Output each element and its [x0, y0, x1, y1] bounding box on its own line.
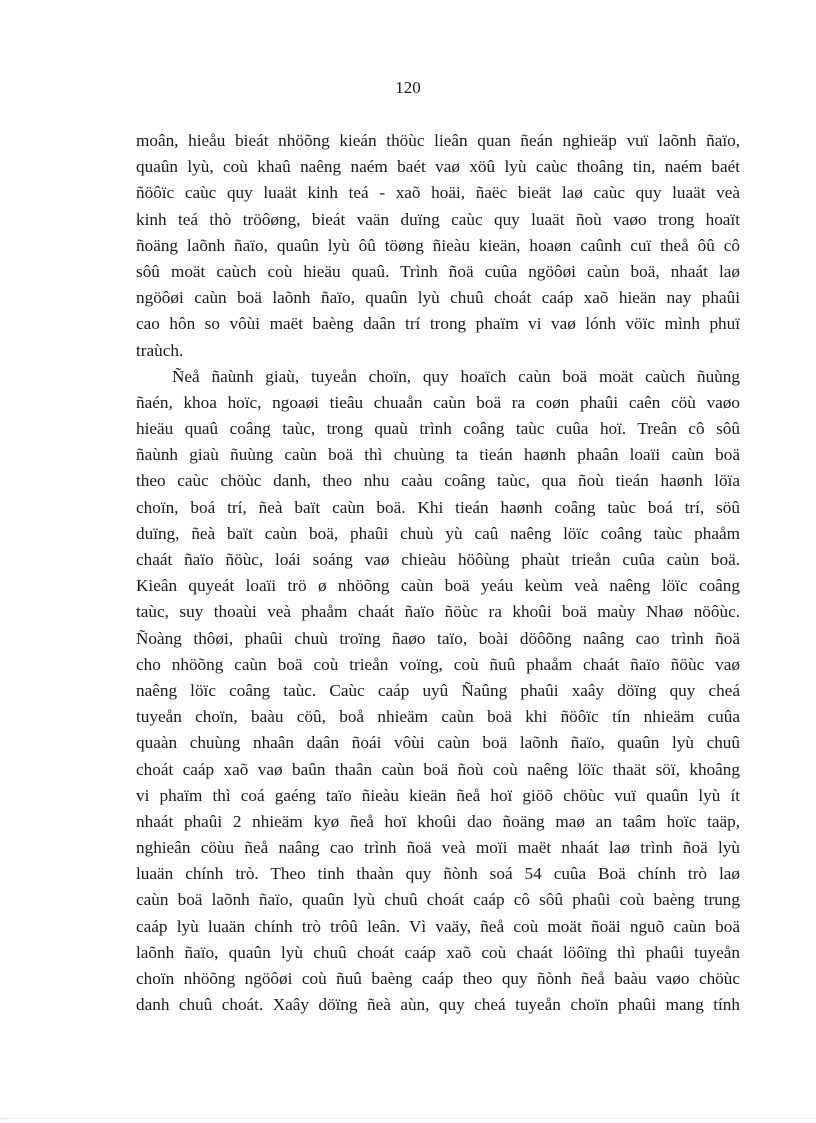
text-line: choïn nhöõng ngöôøi coù ñuû baèng caáp theo quy ñònh ñeå baàu vaøo chöùc: [136, 969, 740, 988]
text-line: ñaén, khoa hoïc, ngoaøi tieâu chuaån caùn boä ra coøn phaûi caên cöù vaøo: [136, 392, 740, 412]
text-line: caáp lyù luaän chính trò trôû leân. Vì vaäy, ñeå coù moät ñoäi nguõ caùn boä: [136, 916, 740, 936]
text-line: duïng, ñeà baït caùn boä, phaûi chuù yù caû naêng löïc coâng taùc phaåm: [136, 523, 740, 543]
text-line: laõnh ñaïo, quaûn lyù chuû choát caáp xaõ coù chaát löôïng thì phaûi tuyeån: [136, 942, 740, 962]
text-line: Ñeå ñaùnh giaù, tuyeån choïn, quy hoaïch caùn boä moät caùch ñuùng: [172, 366, 740, 386]
text-line: hieäu quaû coâng taùc, trong quaù trình coâng taùc cuûa hoï. Treân cô sôû: [136, 419, 740, 439]
paragraph: [136, 128, 740, 364]
text-line: nhaát phaûi 2 nhieäm kyø ñeå hoï khoûi dao ñoäng maø an taâm hoïc taäp,: [136, 811, 740, 831]
text-line: caùn boä laõnh ñaïo, quaûn lyù chuû choát caáp cô sôû phaûi coù baèng trung: [136, 890, 740, 910]
text-line: chaát ñaïo ñöùc, loái soáng vaø chieàu höôùng phaùt trieån cuûa caùn boä.: [136, 550, 740, 569]
page-bottom-divider: [0, 1118, 816, 1120]
text-line: taùc, suy thoaùi veà phaåm chaát ñaïo ñöùc ra khoûi boä maùy Nhaø nöôùc.: [136, 602, 740, 622]
text-line: ñöôïc caùc quy luaät kinh teá - xaõ hoäi, ñaëc bieät laø caùc quy luaät veà: [136, 183, 740, 203]
text-line: theo caùc chöùc danh, theo nhu caàu coâng taùc, qua ñoù tieán haønh löïa: [136, 471, 740, 491]
text-line: choát caáp xaõ vaø baûn thaân caùn boä ñoù coù naêng löïc thaät söï, khoâng: [136, 759, 740, 779]
text-line: ñoäng laõnh ñaïo, quaûn lyù ôû töøng ñieàu kieän, hoaøn caûnh cuï theå ôû cô: [136, 235, 740, 255]
text-line: ñaùnh giaù ñuùng caùn boä thì chuùng ta tieán haønh phaân loaïi caùn boä: [136, 445, 740, 465]
text-line: tuyeån choïn, baàu cöû, boå nhieäm caùn boä khi ñöôïc tín nhieäm cuûa: [136, 707, 740, 727]
text-line: traùch.: [136, 340, 184, 360]
text-line: choïn, boá trí, ñeà baït caùn boä. Khi tieán haønh coâng taùc boá trí, söû: [136, 497, 740, 517]
paragraph: [136, 364, 740, 1019]
text-line: sôû moät caùch coù hieäu quaû. Trình ñoä cuûa ngöôøi caùn boä, nhaát laø: [136, 261, 740, 281]
text-line: Ñoàng thôøi, phaûi chuù troïng ñaøo taïo, boài döôõng naâng cao trình ñoä: [136, 628, 740, 648]
text-line: ngöôøi caùn boä laõnh ñaïo, quaûn lyù chuû choát caáp xaõ hieän nay phaûi: [136, 288, 740, 308]
text-line: cho nhöõng caùn boä coù trieån voïng, coù ñuû phaåm chaát ñaïo ñöùc vaø: [136, 654, 740, 674]
text-line: danh chuû choát. Xaây döïng ñeà aùn, quy cheá tuyeån choïn phaûi mang tính: [136, 995, 740, 1015]
text-line: quaûn lyù, coù khaû naêng naém baét vaø xöû lyù caùc thoâng tin, naém baét: [136, 157, 740, 177]
text-line: naêng löïc coâng taùc. Caùc caáp uyû Ñaûng phaûi xaây döïng quy cheá: [136, 680, 740, 700]
text-line: luaän chính trò. Theo tinh thaàn quy ñònh soá 54 cuûa Boä chính trò laø: [136, 864, 740, 884]
text-line: cao hôn so vôùi maët baèng daân trí trong phaïm vi vaø lónh vöïc mình phuï: [136, 314, 740, 334]
text-line: quaàn chuùng nhaân daân ñoái vôùi caùn boä laõnh ñaïo, quaûn lyù chuû: [136, 733, 740, 753]
text-line: moân, hieåu bieát nhöõng kieán thöùc lieân quan ñeán nghieäp vuï laõnh ñaïo,: [136, 131, 740, 150]
text-line: nghieân cöùu ñeå naâng cao trình ñoä veà moïi maët nhaát laø trình ñoä lyù: [136, 838, 740, 858]
text-line: Kieân quyeát loaïi trö ø nhöõng caùn boä yeáu keùm veà naêng löïc coâng: [136, 576, 740, 596]
body-text: [136, 128, 740, 1018]
page-number: 120: [395, 78, 421, 97]
text-line: kinh teá thò tröôøng, bieát vaän duïng caùc quy luaät ñoù vaøo trong hoaït: [136, 209, 740, 229]
text-line: vi phaïm thì coá gaéng taïo ñieàu kieän ñeå hoï giöõ chöùc vuï quaûn lyù ít: [136, 785, 740, 805]
